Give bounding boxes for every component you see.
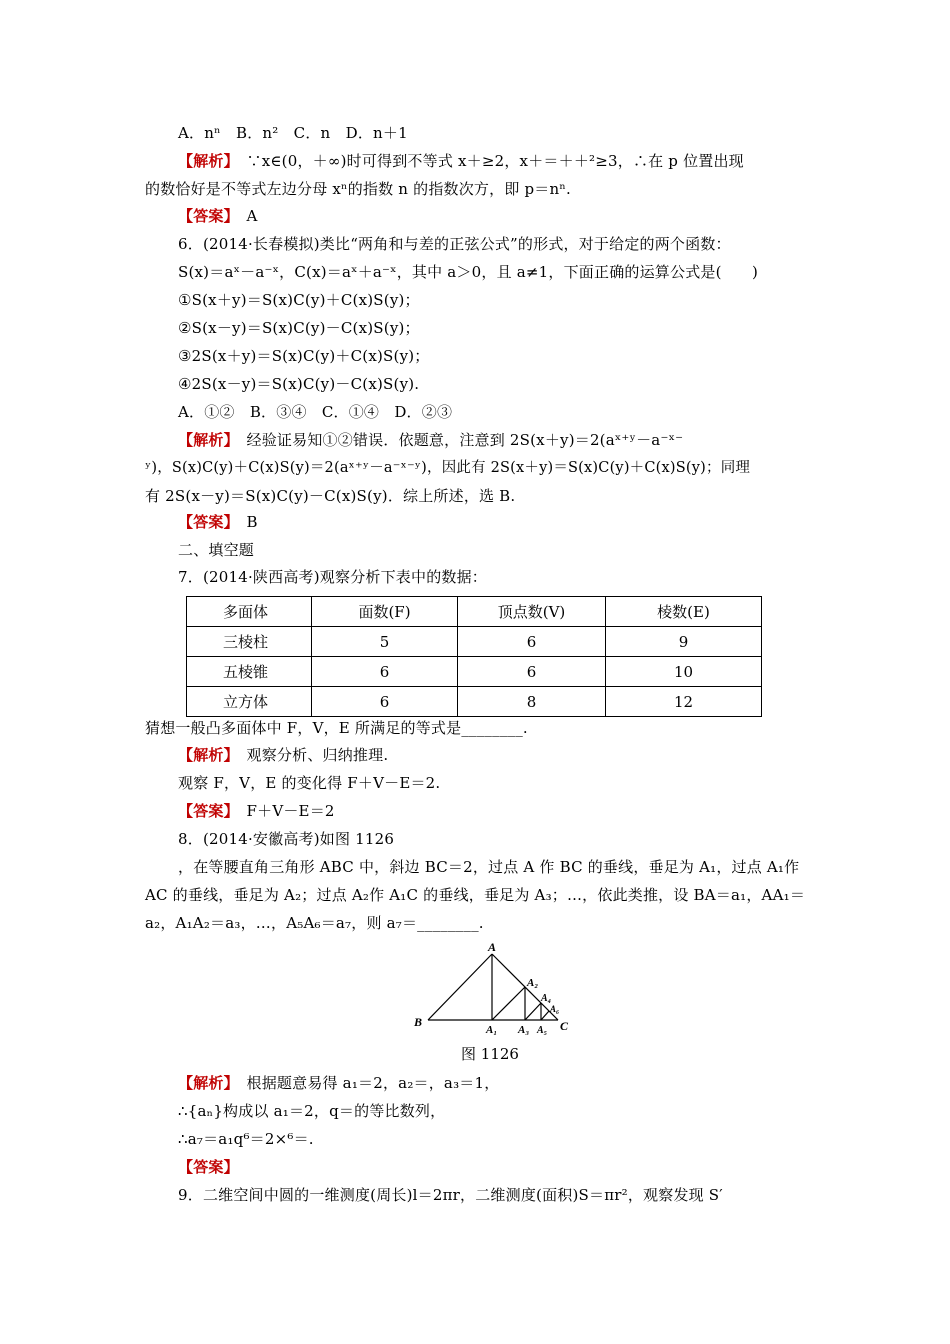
q7-answer: 【答案】 F＋V－E＝2 [178,802,335,820]
figure-caption: 图 1126 [461,1045,519,1063]
q8-stem: 8．(2014·安徽高考)如图 1126 [178,830,395,848]
table-cell: 6 [312,687,458,717]
q6-item-2: ②S(x－y)＝S(x)C(y)－C(x)S(y)； [178,319,420,337]
q6-analysis-cont2: 有 2S(x－y)＝S(x)C(y)－C(x)S(y)．综上所述，选 B. [145,487,516,505]
table-row [187,687,762,717]
label-A6: A₆ [550,1004,560,1014]
table-header: 多面体 [187,597,312,627]
q5-answer: 【答案】 A [178,207,258,225]
answer-tag: 【答案】 [178,802,232,820]
analysis-tag: 【解析】 [178,152,232,170]
q7-analysis: 【解析】 观察分析、归纳推理. [178,746,389,764]
table-row [187,657,762,687]
table-cell: 5 [312,627,458,657]
table-header-row [187,597,762,627]
q8-analysis-cont2: ∴a₇＝a₁q⁶＝2×⁶＝. [178,1130,314,1148]
polyhedra-table [186,596,762,717]
q6-item-1: ①S(x＋y)＝S(x)C(y)＋C(x)S(y)； [178,291,420,309]
table-row [187,627,762,657]
answer-tag: 【答案】 [178,207,232,225]
label-A5: A₅ [537,1025,548,1035]
table-cell: 五棱锥 [187,657,312,687]
table-cell: 8 [458,687,606,717]
q8-stem-cont2: AC 的垂线，垂足为 A₂；过点 A₂作 A₁C 的垂线，垂足为 A₃；…，依此类推，设 BA＝a₁，AA₁＝ [145,886,806,904]
q6-item-3: ③2S(x＋y)＝S(x)C(y)＋C(x)S(y)； [178,347,430,365]
q5-analysis: 【解析】 ∵x∈(0，＋∞)时可得到不等式 x＋≥2，x＋＝＋＋²≥3，∴在 p 位置出现 [178,152,744,170]
table-header: 面数(F) [312,597,458,627]
table-cell: 12 [606,687,762,717]
table-cell: 立方体 [187,687,312,717]
table-cell: 6 [458,657,606,687]
table-cell: 6 [458,627,606,657]
analysis-tag: 【解析】 [178,1074,232,1092]
q8-analysis: 【解析】 根据题意易得 a₁＝2，a₂＝，a₃＝1， [178,1074,500,1092]
table-cell: 6 [312,657,458,687]
table-cell: 10 [606,657,762,687]
answer-tag: 【答案】 [178,513,232,531]
q7-analysis-cont: 观察 F，V，E 的变化得 F＋V－E＝2. [178,774,441,792]
label-A2: A₂ [527,977,539,989]
analysis-tag: 【解析】 [178,431,232,449]
q5-analysis-cont: 的数恰好是不等式左边分母 xⁿ的指数 n 的指数次方，即 p＝nⁿ. [145,180,572,198]
q6-analysis-cont: ʸ)，S(x)C(y)＋C(x)S(y)＝2(aˣ⁺ʸ－a⁻ˣ⁻ʸ)，因此有 2S(x＋y)＝S(x)C(y)＋C(x)S(y)；同理 [145,460,751,476]
q6-functions: S(x)＝aˣ－a⁻ˣ，C(x)＝aˣ＋a⁻ˣ，其中 a＞0，且 a≠1，下面正确的运算公式是( ) [178,263,759,281]
q6-analysis: 【解析】 经验证易知①②错误．依题意，注意到 2S(x＋y)＝2(aˣ⁺ʸ－a⁻ˣ⁻ [178,431,684,449]
label-A3: A₃ [518,1024,530,1035]
q6-stem: 6．(2014·长春模拟)类比“两角和与差的正弦公式”的形式，对于给定的两个函数： [178,235,731,253]
label-B: B [414,1015,423,1029]
q5-options: A．nⁿ B．n² C．n D．n＋1 [178,124,408,142]
q6-item-4: ④2S(x－y)＝S(x)C(y)－C(x)S(y). [178,375,420,393]
analysis-tag: 【解析】 [178,746,232,764]
table-cell: 9 [606,627,762,657]
triangle-figure [400,940,590,1035]
q9-stem: 9．二维空间中圆的一维测度(周长)l＝2πr，二维测度(面积)S＝πr²，观察发现 S′ [178,1186,723,1204]
q8-analysis-cont: ∴{aₙ}构成以 a₁＝2，q＝的等比数列， [178,1102,446,1120]
label-A4: A₄ [541,993,552,1004]
q6-options: A．①② B．③④ C．①④ D．②③ [178,403,453,421]
q7-question: 猜想一般凸多面体中 F，V，E 所满足的等式是________. [145,719,528,737]
q8-answer [178,1157,843,1177]
table-header: 顶点数(V) [458,597,606,627]
label-A1: A₁ [486,1024,498,1035]
table-header: 棱数(E) [606,597,762,627]
table-cell: 三棱柱 [187,627,312,657]
answer-tag: 【答案】 [178,1158,239,1176]
q6-answer: 【答案】 B [178,513,258,531]
q8-stem-cont3: a₂，A₁A₂＝a₃，…，A₅A₆＝a₇，则 a₇＝________. [145,914,484,932]
label-A: A [488,940,497,954]
section-heading: 二、填空题 [178,541,255,559]
q7-stem: 7．(2014·陕西高考)观察分析下表中的数据： [178,568,487,586]
q8-stem-cont: ，在等腰直角三角形 ABC 中，斜边 BC＝2，过点 A 作 BC 的垂线，垂足为 A₁，过点 A₁作 [178,858,800,876]
label-C: C [560,1019,569,1033]
